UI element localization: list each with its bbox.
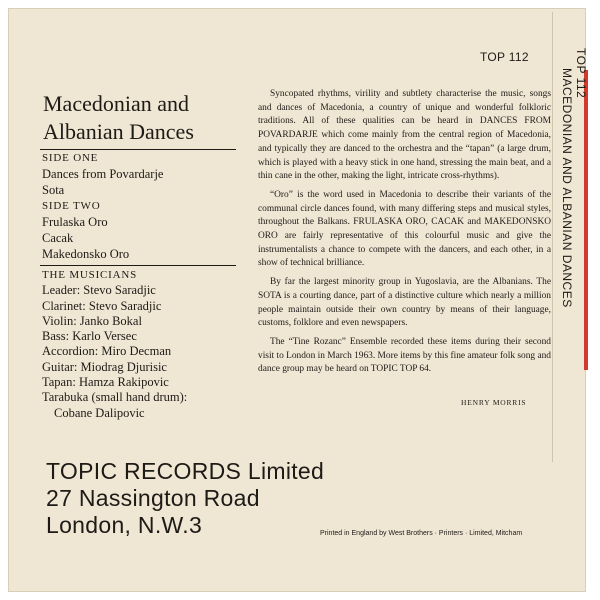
catalog-number: TOP 112 <box>480 50 529 64</box>
address-line1: TOPIC RECORDS Limited <box>46 458 325 484</box>
musician-item: Tapan: Hamza Rakipovic <box>42 375 169 390</box>
musicians-list <box>42 268 187 421</box>
spine-fold-line <box>552 12 553 462</box>
spine-title: MACEDONIAN AND ALBANIAN DANCES <box>560 68 574 308</box>
address-line3: London, N.W.3 <box>46 512 203 538</box>
track-item: Makedonsko Oro <box>42 247 130 261</box>
side-one-heading: SIDE ONE <box>42 152 99 164</box>
musicians-heading: THE MUSICIANS <box>42 269 138 281</box>
musician-item: Accordion: Miro Decman <box>42 344 172 359</box>
address-line2: 27 Nassington Road <box>46 485 260 511</box>
track-item: Cacak <box>42 231 74 245</box>
musician-item: Guitar: Miodrag Djurisic <box>42 359 167 374</box>
spine-label <box>560 48 588 348</box>
musician-item: Violin: Janko Bokal <box>42 313 142 328</box>
musician-item: Tarabuka (small hand drum): <box>42 390 188 405</box>
track-item: Frulaska Oro <box>42 215 108 229</box>
album-title <box>43 90 194 146</box>
liner-paragraph: The “Tine Rozanc” Ensemble recorded these items during their second visit to London in March 1963. More items by this fine amateur folk song and dance group may be heard on TOPIC TOP 64. <box>258 336 551 375</box>
printer-credit: Printed in England by West Brothers · Printers · Limited, Mitcham <box>320 530 523 537</box>
liner-paragraph: “Oro” is the word used in Macedonia to describe their variants of the communal circle dances found, with many differing steps and musical styles, throughout the Balkans. FRULASKA ORO, CACAK and MAKEDONSKO ORO are fairly representative of this colourful music and give the instrumentalists a chance to compete with the dancers, and each other, in a show of technical brilliance. <box>258 189 551 269</box>
liner-paragraph: By far the largest minority group in Yugoslavia, are the Albanians. The SOTA is a courting dance, part of a distinctive culture which nearly a million people maintain outside their own country by means of their language, customs, folklore and even newspapers. <box>258 277 551 329</box>
tracklist <box>42 150 163 262</box>
track-item: Sota <box>42 183 65 197</box>
side-two-heading: SIDE TWO <box>42 200 101 212</box>
publisher-address <box>46 458 324 539</box>
musician-item: Cobane Dalipovic <box>54 405 145 420</box>
album-title-line2: Albanian Dances <box>43 119 194 144</box>
musicians-divider <box>40 265 236 266</box>
track-item: Dances from Povardarje <box>42 167 164 181</box>
musician-item: Leader: Stevo Saradjic <box>42 283 156 298</box>
spine-catalog: TOP 112 <box>574 48 588 99</box>
musician-item: Bass: Karlo Versec <box>42 329 137 344</box>
liner-notes <box>258 88 551 382</box>
musician-item: Clarinet: Stevo Saradjic <box>42 298 162 313</box>
album-title-line1: Macedonian and <box>43 91 189 116</box>
liner-paragraph: Syncopated rhythms, virility and subtlety characterise the music, songs and dances of Macedonia, a country of unique and wonderful folkloric traditions. All of these qualities can be heard in DANCES FROM POVARDARJE which come mainly from the central region of Macedonia, and typically they are danced to the orchestra and the “tapan” (a large drum, which is played with a heavy stick in one hand, stressing the main beat, and a thin cane in the other, making the light, intricate cross-rhythms). <box>258 89 551 182</box>
author-signature: HENRY MORRIS <box>461 398 527 407</box>
